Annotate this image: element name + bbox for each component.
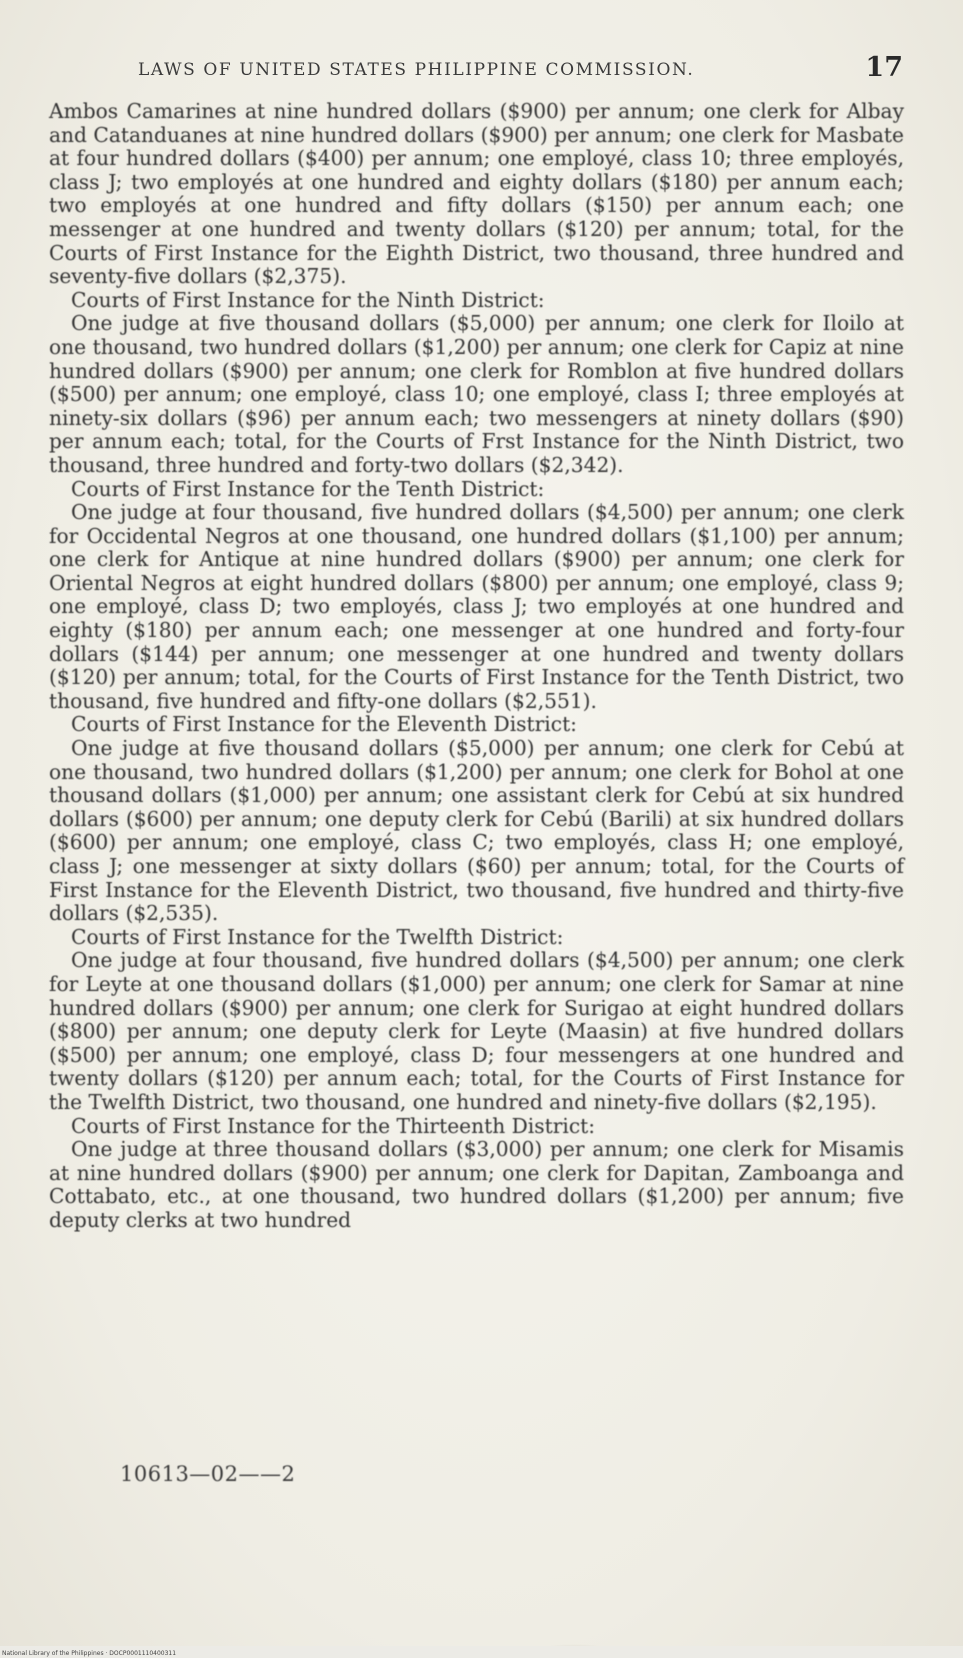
footer-strip — [0, 1646, 963, 1658]
section-heading-thirteenth-district: Courts of First Instance for the Thirteenth District: — [71, 1113, 596, 1138]
section-heading-ninth-district: Courts of First Instance for the Ninth District: — [71, 287, 545, 312]
body-text — [49, 100, 904, 1233]
footer-credit: National Library of the Philippines · DOCP0001110400311 — [2, 1650, 177, 1657]
paragraph-tenth-district: One judge at four thousand, five hundred dollars ($4,500) per annum; one clerk for Occidental Negros at one thousand, one hundred dollars ($1,100) per annum; one clerk for Antique at nine hundred dollars ($900) per annum; one clerk for Oriental Negros at eight hundred dollars ($800) per annum; one employé, class 9; one employé, class D; two employés, class J; two employés at one hundred and eighty ($180) per annum each; one messenger at one hundred and forty-four dollars ($144) per annum; one messenger at one hundred and twenty dollars ($120) per annum; total, for the Courts of First Instance for the Tenth District, two thousand, five hundred and fifty-one dollars ($2,551). — [49, 500, 904, 713]
paragraph-twelfth-district: One judge at four thousand, five hundred dollars ($4,500) per annum; one clerk for Leyte at one thousand dollars ($1,000) per annum; one clerk for Samar at nine hundred dollars ($900) per annum; one clerk for Surigao at eight hundred dollars ($800) per annum; one deputy clerk for Leyte (Maasin) at five hundred dollars ($500) per annum; one employé, class D; four messengers at one hundred and twenty dollars ($120) per annum each; total, for the Courts of First Instance for the Twelfth District, two thousand, one hundred and ninety-five dollars ($2,195). — [49, 948, 904, 1114]
section-heading-tenth-district: Courts of First Instance for the Tenth District: — [71, 476, 545, 501]
page-header — [48, 52, 903, 92]
paragraph-thirteenth-district: One judge at three thousand dollars ($3,000) per annum; one clerk for Misamis at nine hundred dollars ($900) per annum; one clerk for Dapitan, Zamboanga and Cottabato, etc., at one thousand, two hundred dollars ($1,200) per annum; five deputy clerks at two hundred — [49, 1137, 904, 1232]
paragraph-eleventh-district: One judge at five thousand dollars ($5,000) per annum; one clerk for Cebú at one thousand, two hundred dollars ($1,200) per annum; one clerk for Bohol at one thousand dollars ($1,000) per annum; one assistant clerk for Cebú at six hundred dollars ($600) per annum; one deputy clerk for Cebú (Barili) at six hundred dollars ($600) per annum; one employé, class C; two employés, class H; one employé, class J; one messenger at sixty dollars ($60) per annum; total, for the Courts of First Instance for the Eleventh District, two thousand, five hundred and thirty-five dollars ($2,535). — [49, 736, 904, 926]
paragraph-eighth-district-continued: Ambos Camarines at nine hundred dollars ($900) per annum; one clerk for Albay and Catanduanes at nine hundred dollars ($900) per annum; one clerk for Masbate at four hundred dollars ($400) per annum; one employé, class 10; three employés, class J; two employés at one hundred and eighty dollars ($180) per annum each; two employés at one hundred and fifty dollars ($150) per annum each; one messenger at one hundred and twenty dollars ($120) per annum; total, for the Courts of First Instance for the Eighth District, two thousand, three hundred and seventy-five dollars ($2,375). — [49, 99, 904, 289]
paragraph-ninth-district: One judge at five thousand dollars ($5,000) per annum; one clerk for Iloilo at one thousand, two hundred dollars ($1,200) per annum; one clerk for Capiz at nine hundred dollars ($900) per annum; one clerk for Romblon at five hundred dollars ($500) per annum; one employé, class 10; one employé, class I; three employés at ninety-six dollars ($96) per annum each; two messengers at ninety dollars ($90) per annum each; total, for the Courts of Frst Instance for the Ninth District, two thousand, three hundred and forty-two dollars ($2,342). — [49, 311, 904, 477]
section-heading-twelfth-district: Courts of First Instance for the Twelfth District: — [71, 924, 564, 949]
section-heading-eleventh-district: Courts of First Instance for the Eleventh District: — [71, 712, 577, 737]
printer-signature-mark: 10613—02——2 — [120, 1462, 296, 1486]
page-number: 17 — [865, 52, 903, 83]
running-head: LAWS OF UNITED STATES PHILIPPINE COMMISSION. — [138, 60, 695, 80]
